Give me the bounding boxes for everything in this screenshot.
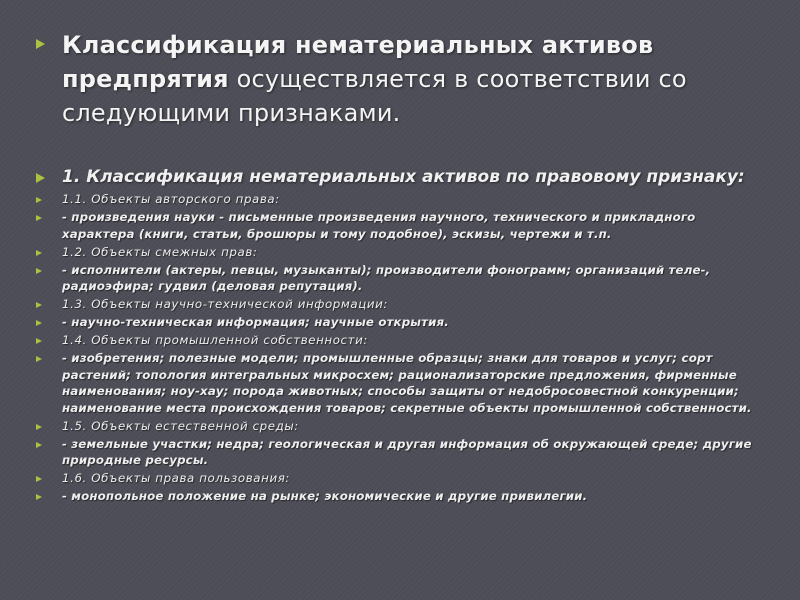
arrow-bullet-icon [36,356,42,362]
list-item-text: - монопольное положение на рынке; экономические и другие привилегии. [62,489,588,503]
arrow-bullet-icon [36,442,42,448]
classification-list [36,191,770,505]
arrow-bullet-icon [36,424,42,430]
list-item [36,418,770,435]
arrow-bullet-icon [36,215,42,221]
list-item [36,209,770,242]
list-item [36,314,770,331]
list-item-text: - произведения науки - письменные произведения научного, технического и прикладного характера (книги, статьи, брошюры и тому подобное), эскизы, чертежи и т.п. [62,210,696,241]
list-item-text: - научно-техническая информация; научные открытия. [62,315,449,329]
list-item [36,488,770,505]
list-item [36,296,770,313]
list-item [36,470,770,487]
arrow-bullet-icon [36,173,45,183]
arrow-bullet-icon [36,250,42,256]
list-item [36,436,770,469]
list-item-text: 1.3. Объекты научно-технической информации: [62,297,388,311]
section-heading [36,166,770,189]
list-item-text: - исполнители (актеры, певцы, музыканты); производители фонограмм; организаций теле-, радиоэфира; гудвил (деловая репутация). [62,262,711,293]
list-item-text: 1.1. Объекты авторского права: [62,192,280,206]
slide-title-rest: осуществляется в соответствии со следующими признаками. [62,65,687,127]
list-item-text: - изобретения; полезные модели; промышленные образцы; знаки для товаров и услуг; сорт растений; топология интегральных микросхем; рационализаторские предложения, фирменные наименования; ноу-хау; порода животных; способы защиты от недобросовестной конкуренции; наименование места происхождения товаров; секретные объекты промышленной собственности. [62,351,752,415]
list-item [36,244,770,261]
arrow-bullet-icon [36,320,42,326]
arrow-bullet-icon [36,302,42,308]
arrow-bullet-icon [36,494,42,500]
section-heading-label: 1. Классификация нематериальных активов по правовому признаку: [62,167,745,187]
list-item-text: 1.5. Объекты естественной среды: [62,418,299,433]
list-item [36,191,770,208]
arrow-bullet-icon [36,476,42,482]
arrow-bullet-icon [36,338,42,344]
list-item [36,332,770,349]
list-item-text: 1.2. Объекты смежных прав: [62,244,258,259]
arrow-bullet-icon [36,197,42,203]
slide-title-bold: Классификация нематериальных активов предпрятия [62,31,654,93]
list-item [36,262,770,295]
arrow-bullet-icon [36,268,42,274]
list-item [36,350,770,416]
slide-title [36,28,770,130]
arrow-bullet-icon [36,39,45,49]
list-item-text: 1.4. Объекты промышленной собственности: [62,333,368,347]
list-item-text: 1.6. Объекты права пользования: [62,471,290,485]
list-item-text: - земельные участки; недра; геологическая и другая информация об окружающей среде; другие природные ресурсы. [62,436,752,467]
